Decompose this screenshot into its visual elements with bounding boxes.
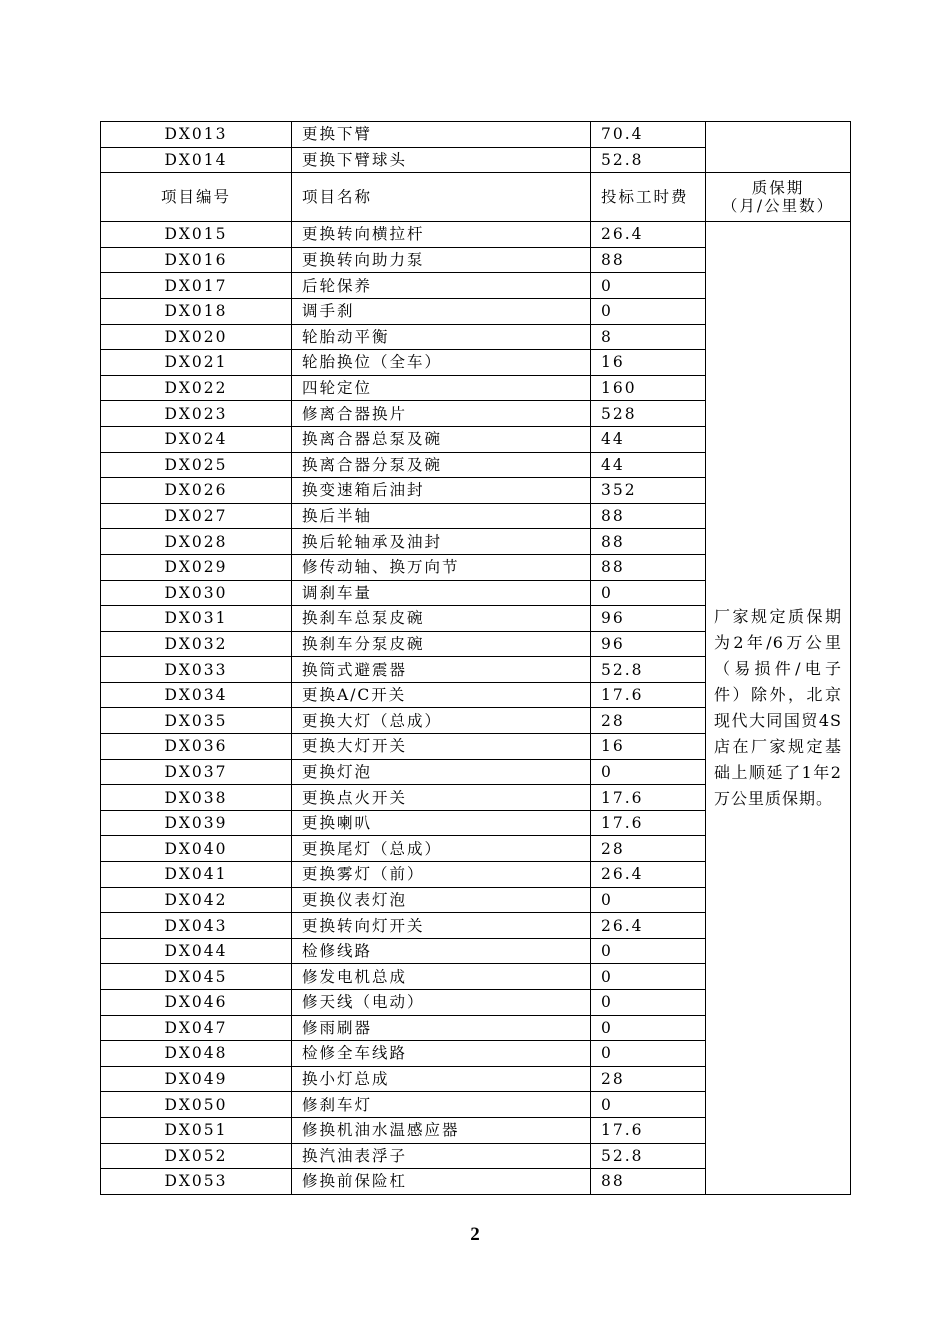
header-bid-labor-fee: 投标工时费 [591,173,706,222]
item-name: 更换雾灯（前） [292,862,591,888]
item-name: 更换下臂球头 [292,147,591,173]
item-code: DX021 [101,350,292,376]
item-code: DX040 [101,836,292,862]
repair-items-table [100,121,851,1195]
item-code: DX032 [101,631,292,657]
item-hours: 17.6 [591,810,706,836]
item-hours: 88 [591,247,706,273]
item-hours: 44 [591,452,706,478]
item-code: DX015 [101,222,292,248]
item-name: 换刹车分泵皮碗 [292,631,591,657]
item-hours: 44 [591,426,706,452]
item-hours: 8 [591,324,706,350]
item-name: 换筒式避震器 [292,657,591,683]
item-name: 换后半轴 [292,503,591,529]
item-hours: 0 [591,964,706,990]
item-hours: 26.4 [591,222,706,248]
item-hours: 88 [591,1169,706,1195]
item-name: 修换机油水温感应器 [292,1117,591,1143]
item-name: 换变速箱后油封 [292,478,591,504]
item-hours: 0 [591,938,706,964]
item-name: 修发电机总成 [292,964,591,990]
item-hours: 16 [591,350,706,376]
item-name: 更换尾灯（总成） [292,836,591,862]
item-hours: 26.4 [591,862,706,888]
item-code: DX034 [101,682,292,708]
item-name: 换刹车总泵皮碗 [292,606,591,632]
item-hours: 26.4 [591,913,706,939]
item-hours: 16 [591,734,706,760]
item-hours: 28 [591,708,706,734]
item-name: 四轮定位 [292,375,591,401]
item-code: DX035 [101,708,292,734]
item-name: 更换仪表灯泡 [292,887,591,913]
item-code: DX041 [101,862,292,888]
item-hours: 96 [591,631,706,657]
item-code: DX051 [101,1117,292,1143]
item-code: DX052 [101,1143,292,1169]
page-number: 2 [470,1224,480,1245]
item-hours: 0 [591,887,706,913]
warranty-blank-cell [706,122,851,173]
item-name: 轮胎换位（全车） [292,350,591,376]
item-code: DX042 [101,887,292,913]
item-hours: 88 [591,503,706,529]
item-hours: 70.4 [591,122,706,148]
item-hours: 528 [591,401,706,427]
item-code: DX037 [101,759,292,785]
item-name: 轮胎动平衡 [292,324,591,350]
item-code: DX024 [101,426,292,452]
header-warranty-line2: （月/公里数） [721,197,835,216]
item-code: DX046 [101,990,292,1016]
item-name: 换离合器总泵及碗 [292,426,591,452]
item-code: DX045 [101,964,292,990]
warranty-note-cell [706,222,851,1195]
item-code: DX027 [101,503,292,529]
item-hours: 352 [591,478,706,504]
item-code: DX049 [101,1066,292,1092]
item-code: DX033 [101,657,292,683]
item-name: 更换转向灯开关 [292,913,591,939]
item-hours: 17.6 [591,682,706,708]
item-name: 修雨刷器 [292,1015,591,1041]
item-hours: 17.6 [591,785,706,811]
item-hours: 0 [591,1041,706,1067]
item-code: DX048 [101,1041,292,1067]
item-hours: 0 [591,1092,706,1118]
item-name: 更换喇叭 [292,810,591,836]
item-name: 检修全车线路 [292,1041,591,1067]
item-code: DX039 [101,810,292,836]
item-name: 换后轮轴承及油封 [292,529,591,555]
item-hours: 28 [591,836,706,862]
item-hours: 96 [591,606,706,632]
item-name: 修离合器换片 [292,401,591,427]
header-item-code: 项目编号 [101,173,292,222]
item-name: 更换点火开关 [292,785,591,811]
item-name: 换小灯总成 [292,1066,591,1092]
item-code: DX047 [101,1015,292,1041]
item-code: DX031 [101,606,292,632]
item-name: 调手刹 [292,298,591,324]
item-hours: 88 [591,529,706,555]
item-name: 调刹车量 [292,580,591,606]
item-code: DX044 [101,938,292,964]
item-hours: 88 [591,554,706,580]
item-name: 更换灯泡 [292,759,591,785]
item-name: 更换大灯开关 [292,734,591,760]
item-name: 更换大灯（总成） [292,708,591,734]
item-name: 修传动轴、换万向节 [292,554,591,580]
item-code: DX018 [101,298,292,324]
table-row [101,122,851,148]
item-name: 更换转向横拉杆 [292,222,591,248]
item-name: 修天线（电动） [292,990,591,1016]
item-code: DX028 [101,529,292,555]
item-hours: 17.6 [591,1117,706,1143]
item-name: 后轮保养 [292,273,591,299]
item-code: DX025 [101,452,292,478]
item-code: DX043 [101,913,292,939]
item-code: DX014 [101,147,292,173]
item-code: DX022 [101,375,292,401]
item-code: DX017 [101,273,292,299]
item-name: 换汽油表浮子 [292,1143,591,1169]
item-code: DX023 [101,401,292,427]
item-name: 修换前保险杠 [292,1169,591,1195]
item-name: 更换A/C开关 [292,682,591,708]
item-name: 更换下臂 [292,122,591,148]
item-code: DX038 [101,785,292,811]
item-hours: 0 [591,990,706,1016]
item-code: DX016 [101,247,292,273]
item-hours: 52.8 [591,1143,706,1169]
item-name: 换离合器分泵及碗 [292,452,591,478]
warranty-note: 厂家规定质保期为2年/6万公里（易损件/电子件）除外，北京现代大同国贸4S店在厂家规定基础上顺延了1年2万公里质保期。 [714,606,842,808]
header-warranty-line1: 质保期 [751,179,805,198]
item-code: DX036 [101,734,292,760]
table-header-row [101,173,851,222]
item-code: DX013 [101,122,292,148]
item-name: 更换转向助力泵 [292,247,591,273]
item-code: DX029 [101,554,292,580]
item-code: DX026 [101,478,292,504]
item-code: DX030 [101,580,292,606]
item-name: 检修线路 [292,938,591,964]
item-hours: 0 [591,759,706,785]
item-hours: 0 [591,1015,706,1041]
item-hours: 0 [591,580,706,606]
item-hours: 52.8 [591,147,706,173]
item-hours: 52.8 [591,657,706,683]
header-warranty [706,173,851,222]
item-hours: 0 [591,298,706,324]
item-code: DX020 [101,324,292,350]
item-hours: 160 [591,375,706,401]
item-code: DX050 [101,1092,292,1118]
item-code: DX053 [101,1169,292,1195]
header-item-name: 项目名称 [292,173,591,222]
table-row [101,222,851,248]
item-hours: 28 [591,1066,706,1092]
item-hours: 0 [591,273,706,299]
item-name: 修刹车灯 [292,1092,591,1118]
